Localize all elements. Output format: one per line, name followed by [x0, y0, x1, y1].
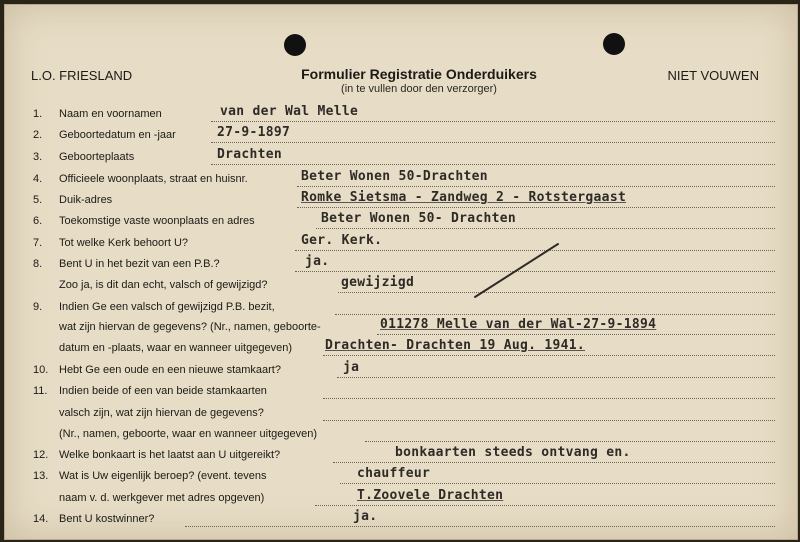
field-number: 9. [33, 301, 43, 313]
typed-answer: ja [343, 360, 360, 375]
field-number: 7. [33, 237, 43, 249]
typed-answer: Romke Sietsma - Zandweg 2 - Rotstergaast [301, 190, 627, 205]
registration-form-card [4, 4, 798, 540]
dotted-answer-line [335, 314, 775, 315]
punch-hole-left [284, 34, 306, 56]
form-row [5, 275, 797, 295]
field-label: datum en -plaats, waar en wanneer uitgegeven) [59, 342, 292, 354]
dotted-answer-line [297, 186, 775, 187]
field-number: 1. [33, 108, 43, 120]
form-row [5, 125, 797, 145]
form-row [5, 509, 797, 529]
field-number: 12. [33, 449, 49, 461]
form-row [5, 403, 797, 423]
form-row [5, 488, 797, 508]
typed-answer: ja. [305, 254, 330, 269]
field-number: 5. [33, 194, 43, 206]
dotted-answer-line [211, 142, 775, 143]
organization-label: L.O. FRIESLAND [31, 68, 133, 83]
field-label: Bent U kostwinner? [59, 513, 155, 525]
field-number: 13. [33, 470, 49, 482]
typed-answer: Drachten [217, 147, 283, 162]
field-label: Bent U in het bezit van een P.B.? [59, 258, 220, 270]
dotted-answer-line [315, 505, 775, 506]
form-row [5, 169, 797, 189]
dotted-answer-line [316, 228, 775, 229]
field-number: 11. [33, 385, 48, 397]
form-row [5, 381, 797, 401]
typed-answer: Ger. Kerk. [301, 233, 383, 248]
dotted-answer-line [295, 271, 775, 272]
field-label: Tot welke Kerk behoort U? [59, 237, 189, 249]
form-row [5, 104, 797, 124]
field-label: Geboortedatum en -jaar [59, 129, 176, 141]
dotted-answer-line [333, 462, 775, 463]
typed-answer: Beter Wonen 50- Drachten [321, 211, 517, 226]
typed-answer: 011278 Melle van der Wal-27-9-1894 [380, 317, 657, 332]
dotted-answer-line [211, 121, 775, 122]
form-row [5, 424, 797, 444]
field-label: (Nr., namen, geboorte, waar en wanneer uitgegeven) [59, 428, 318, 440]
dotted-answer-line [323, 398, 775, 399]
form-row [5, 190, 797, 210]
form-row [5, 147, 797, 167]
dotted-answer-line [340, 483, 775, 484]
typed-answer: Drachten- Drachten 19 Aug. 1941. [325, 338, 586, 353]
field-label: Geboorteplaats [59, 151, 135, 163]
dotted-answer-line [295, 250, 775, 251]
form-row [5, 297, 797, 317]
field-label: Naam en voornamen [59, 108, 162, 120]
form-row [5, 254, 797, 274]
field-label: Officieele woonplaats, straat en huisnr. [59, 173, 248, 185]
do-not-fold-label: NIET VOUWEN [667, 68, 759, 83]
form-row [5, 445, 797, 465]
typed-answer: van der Wal Melle [220, 104, 359, 119]
form-row [5, 466, 797, 486]
dotted-answer-line [323, 355, 775, 356]
field-number: 14. [33, 513, 49, 525]
dotted-answer-line [211, 164, 775, 165]
dotted-answer-line [323, 420, 775, 421]
typed-answer: T.Zoovele Drachten [357, 488, 504, 503]
field-label: Welke bonkaart is het laatst aan U uitgereikt? [59, 449, 281, 461]
field-label: Zoo ja, is dit dan echt, valsch of gewijzigd? [59, 279, 268, 291]
dotted-answer-line [297, 207, 775, 208]
typed-answer: 27-9-1897 [217, 125, 291, 140]
field-label: Hebt Ge een oude en een nieuwe stamkaart? [59, 364, 281, 376]
typed-answer: gewijzigd [341, 275, 415, 290]
field-label: Duik-adres [59, 194, 113, 206]
typed-answer: ja. [353, 509, 378, 524]
field-label: Wat is Uw eigenlijk beroep? (event. tevens [59, 470, 267, 482]
form-row [5, 211, 797, 231]
field-number: 2. [33, 129, 43, 141]
form-row [5, 360, 797, 380]
dotted-answer-line [365, 441, 775, 442]
field-number: 10. [33, 364, 49, 376]
field-number: 4. [33, 173, 43, 185]
field-label: Toekomstige vaste woonplaats en adres [59, 215, 255, 227]
punch-hole-right [603, 33, 625, 55]
field-label: naam v. d. werkgever met adres opgeven) [59, 492, 265, 504]
field-number: 3. [33, 151, 43, 163]
typed-answer: bonkaarten steeds ontvang en. [395, 445, 631, 460]
dotted-answer-line [338, 292, 775, 293]
field-number: 6. [33, 215, 43, 227]
form-row [5, 317, 797, 337]
dotted-answer-line [337, 377, 775, 378]
form-title: Formulier Registratie Onderduikers [301, 66, 537, 82]
dotted-answer-line [377, 334, 775, 335]
typed-answer: Beter Wonen 50-Drachten [301, 169, 488, 184]
typed-answer: chauffeur [357, 466, 431, 481]
field-label: Indien beide of een van beide stamkaarten [59, 385, 267, 397]
form-row [5, 338, 797, 358]
form-subtitle: (in te vullen door den verzorger) [341, 83, 497, 95]
form-row [5, 233, 797, 253]
field-label: valsch zijn, wat zijn hiervan de gegevens? [59, 407, 264, 419]
field-label: wat zijn hiervan de gegevens? (Nr., namen, geboorte- [59, 321, 321, 333]
dotted-answer-line [185, 526, 775, 527]
field-label: Indien Ge een valsch of gewijzigd P.B. bezit, [59, 301, 275, 313]
field-number: 8. [33, 258, 43, 270]
